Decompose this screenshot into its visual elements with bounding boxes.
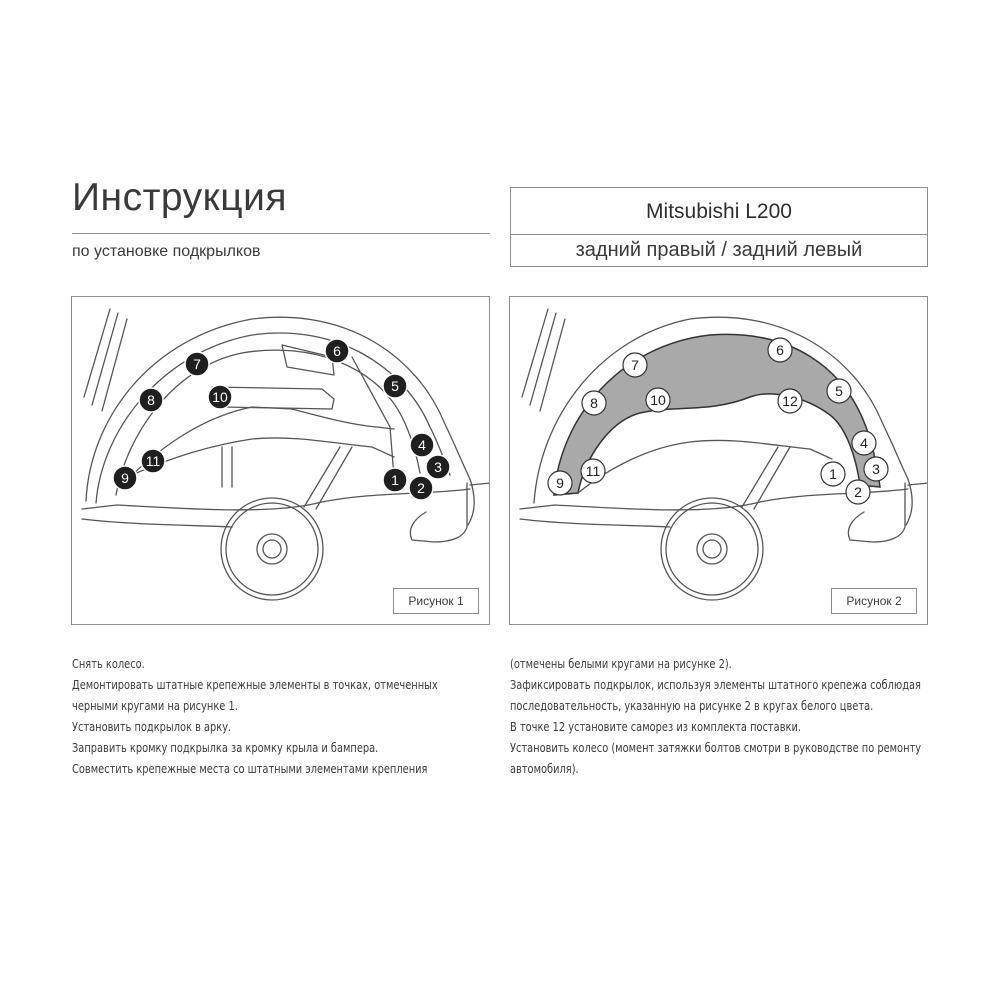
marker-label: 12 [782, 393, 798, 409]
marker-label: 5 [391, 378, 399, 394]
marker-label: 6 [776, 342, 784, 358]
instruction-line: Установить подкрылок в арку. [72, 720, 232, 734]
instruction-line: Совместить крепежные места со штатными элементами крепления [72, 762, 428, 776]
marker-label: 8 [590, 395, 598, 411]
marker-label: 1 [829, 466, 837, 482]
marker-label: 2 [854, 484, 862, 500]
page-title: Инструкция [72, 176, 287, 219]
marker-2 [846, 480, 870, 504]
marker-label: 7 [631, 357, 639, 373]
marker-8 [139, 388, 163, 412]
wheel-arch-drawing-2 [510, 297, 928, 625]
instruction-line: Заправить кромку подкрылка за кромку крыла и бампера. [72, 741, 379, 755]
marker-label: 11 [585, 463, 601, 479]
instruction-line: Зафиксировать подкрылок, используя элементы штатного крепежа соблюдая [510, 678, 921, 692]
instruction-line: автомобиля). [510, 762, 579, 776]
marker-label: 10 [650, 392, 666, 408]
figure-2-caption: Рисунок 2 [831, 588, 917, 614]
marker-label: 4 [418, 437, 426, 453]
marker-12 [778, 389, 802, 413]
instruction-line: последовательность, указанную на рисунке 2 в кругах белого цвета. [510, 699, 874, 713]
figure-2 [509, 296, 928, 625]
marker-10 [646, 388, 670, 412]
title-divider [72, 233, 490, 234]
marker-4 [410, 433, 434, 457]
marker-label: 8 [147, 392, 155, 408]
instruction-line: Установить колесо (момент затяжки болтов смотри в руководстве по ремонту [510, 741, 922, 755]
marker-10 [208, 385, 232, 409]
marker-1 [383, 468, 407, 492]
figure-1-caption: Рисунок 1 [393, 588, 479, 614]
marker-6 [325, 339, 349, 363]
marker-3 [426, 455, 450, 479]
model-divider [511, 234, 927, 235]
marker-label: 9 [121, 470, 129, 486]
marker-6 [768, 338, 792, 362]
model-name: Mitsubishi L200 [646, 200, 792, 223]
marker-9 [113, 466, 137, 490]
marker-7 [185, 352, 209, 376]
marker-2 [409, 476, 433, 500]
instruction-line: Снять колесо. [72, 657, 145, 671]
instruction-line: черными кругами на рисунке 1. [72, 699, 238, 713]
instructions-right [510, 654, 921, 780]
marker-9 [548, 471, 572, 495]
instructions-left [72, 654, 438, 780]
marker-label: 2 [417, 480, 425, 496]
figure-1 [71, 296, 490, 625]
page-subtitle: по установке подкрылков [72, 243, 261, 260]
marker-label: 9 [556, 475, 564, 491]
marker-5 [827, 379, 851, 403]
marker-label: 1 [391, 472, 399, 488]
model-box [510, 187, 928, 267]
marker-label: 10 [212, 389, 228, 405]
instruction-line: (отмечены белыми кругами на рисунке 2). [510, 657, 732, 671]
marker-7 [623, 353, 647, 377]
marker-3 [864, 457, 888, 481]
marker-label: 7 [193, 356, 201, 372]
marker-label: 5 [835, 383, 843, 399]
marker-label: 11 [145, 453, 161, 469]
model-variant: задний правый / задний левый [575, 239, 863, 261]
marker-11 [141, 449, 165, 473]
wheel-arch-drawing-1 [72, 297, 490, 625]
marker-label: 4 [860, 435, 868, 451]
marker-1 [821, 462, 845, 486]
instruction-line: Демонтировать штатные крепежные элементы в точках, отмеченных [72, 678, 438, 692]
marker-8 [582, 391, 606, 415]
markers-black [113, 339, 450, 500]
marker-label: 3 [434, 459, 442, 475]
marker-5 [383, 374, 407, 398]
marker-11 [581, 459, 605, 483]
instruction-line: В точке 12 установите саморез из комплекта поставки. [510, 720, 801, 734]
marker-label: 6 [333, 343, 341, 359]
marker-4 [852, 431, 876, 455]
marker-label: 3 [872, 461, 880, 477]
